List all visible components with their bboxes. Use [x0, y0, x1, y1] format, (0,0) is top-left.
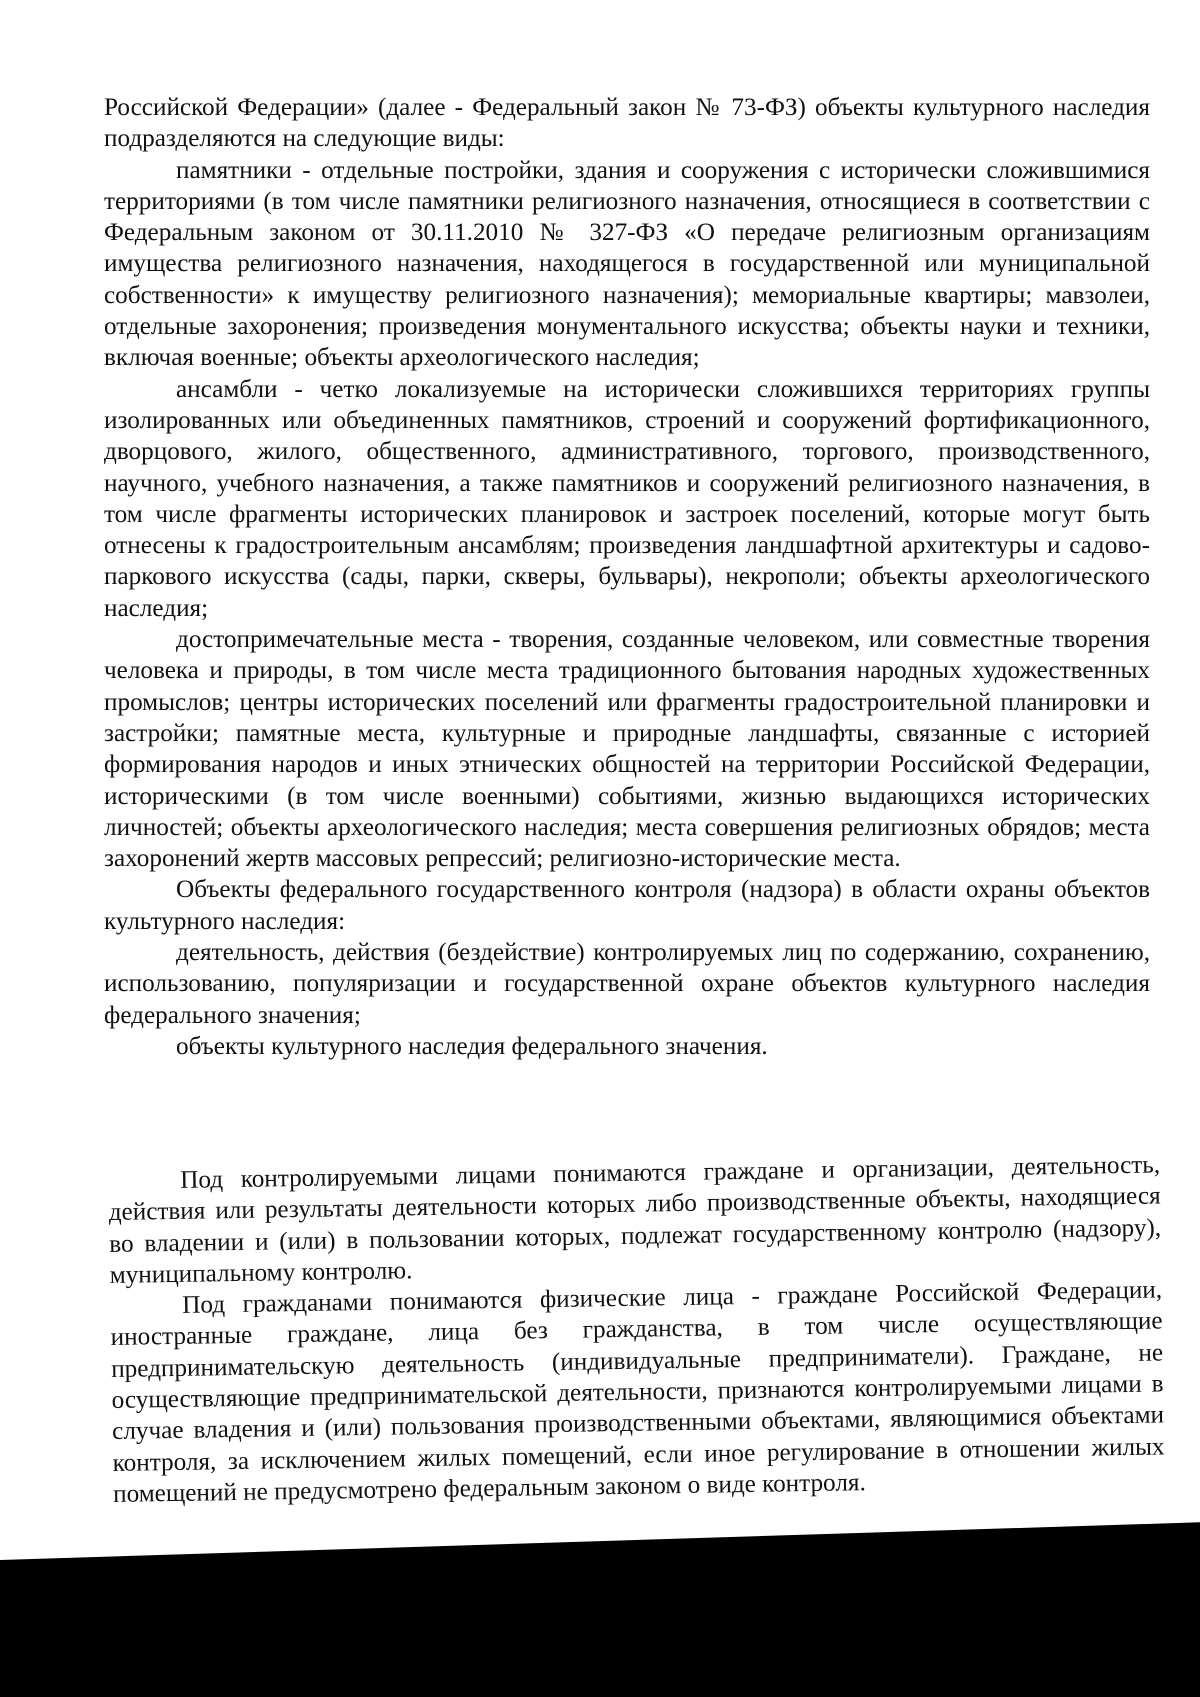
paragraph-federal-objects: объекты культурного наследия федерального значения.: [176, 1032, 768, 1060]
paragraph-control-objects: Объекты федерального государственного контроля (надзора) в области охраны объектов культурного наследия:: [104, 876, 1150, 935]
paragraph-heritage-types-intro: Российской Федерации» (далее - Федеральный закон № 73-ФЗ) объекты культурного наследия подразделяются на следующие виды:: [104, 94, 1150, 153]
paragraph-controlled-persons: Под контролируемыми лицами понимаются граждане и организации, деятельность, действия или результаты деятельности которых либо производственные объекты, находящиеся во владении и (или) в пользовании которых, подлежат государственному контролю (надзору), муниципальному контролю.: [108, 1151, 1162, 1289]
document-body-lower: [108, 1149, 1165, 1510]
paragraph-ensembles: ансамбли - четко локализуемые на исторически сложившихся территориях группы изолированных или объединенных памятников, строений и сооружений фортификационного, дворцового, жилого, общественного, административного, торгового, производственного, научного, учебного назначения, а также памятников и сооружений религиозного назначения, в том числе фрагменты исторических планировок и застроек поселений, которые могут быть отнесены к градостроительным ансамблям; произведения ландшафтной архитектуры и садово-паркового искусства (сады, парки, скверы, бульвары), некрополи; объекты археологического наследия;: [104, 375, 1150, 622]
document-body: [104, 92, 1150, 1062]
paragraph-monuments: памятники - отдельные постройки, здания и сооружения с исторически сложившимися территориями (в том числе памятники религиозного назначения, относящиеся в соответствии с Федеральным законом от 30.11.2010 № 327-ФЗ «О передаче религиозным организациям имущества религиозного назначения, находящегося в государственной или муниципальной собственности» к имуществу религиозного назначения); мемориальные квартиры; мавзолеи, отдельные захоронения; произведения монументального искусства; объекты науки и техники, включая военные; объекты археологического наследия;: [104, 156, 1150, 372]
paragraph-activities: деятельность, действия (бездействие) контролируемых лиц по содержанию, сохранению, использованию, популяризации и государственной охране объектов культурного наследия федерального значения;: [104, 939, 1150, 1029]
paragraph-citizens: Под гражданами понимаются физические лица - граждане Российской Федерации, иностранные граждане, лица без гражданства, в том числе осуществляющие предпринимательскую деятельность (индивидуальные предприниматели). Граждане, не осуществляющие предпринимательской деятельности, признаются контролируемыми лицами в случае владения и (или) пользования производственными объектами, являющимися объектами контроля, за исключением жилых помещений, если иное регулирование в отношении жилых помещений не предусмотрено федеральным законом о виде контроля.: [110, 1276, 1165, 1508]
paragraph-landmarks: достопримечательные места - творения, созданные человеком, или совместные творения человека и природы, в том числе места традиционного бытования народных художественных промыслов; центры исторических поселений или фрагменты градостроительной планировки и застройки; памятные места, культурные и природные ландшафты, связанные с историей формирования народов и иных этнических общностей на территории Российской Федерации, историческими (в том числе военными) событиями, жизнью выдающихся исторических личностей; объекты археологического наследия; места совершения религиозных обрядов; места захоронений жертв массовых репрессий; религиозно-исторические места.: [104, 626, 1150, 873]
